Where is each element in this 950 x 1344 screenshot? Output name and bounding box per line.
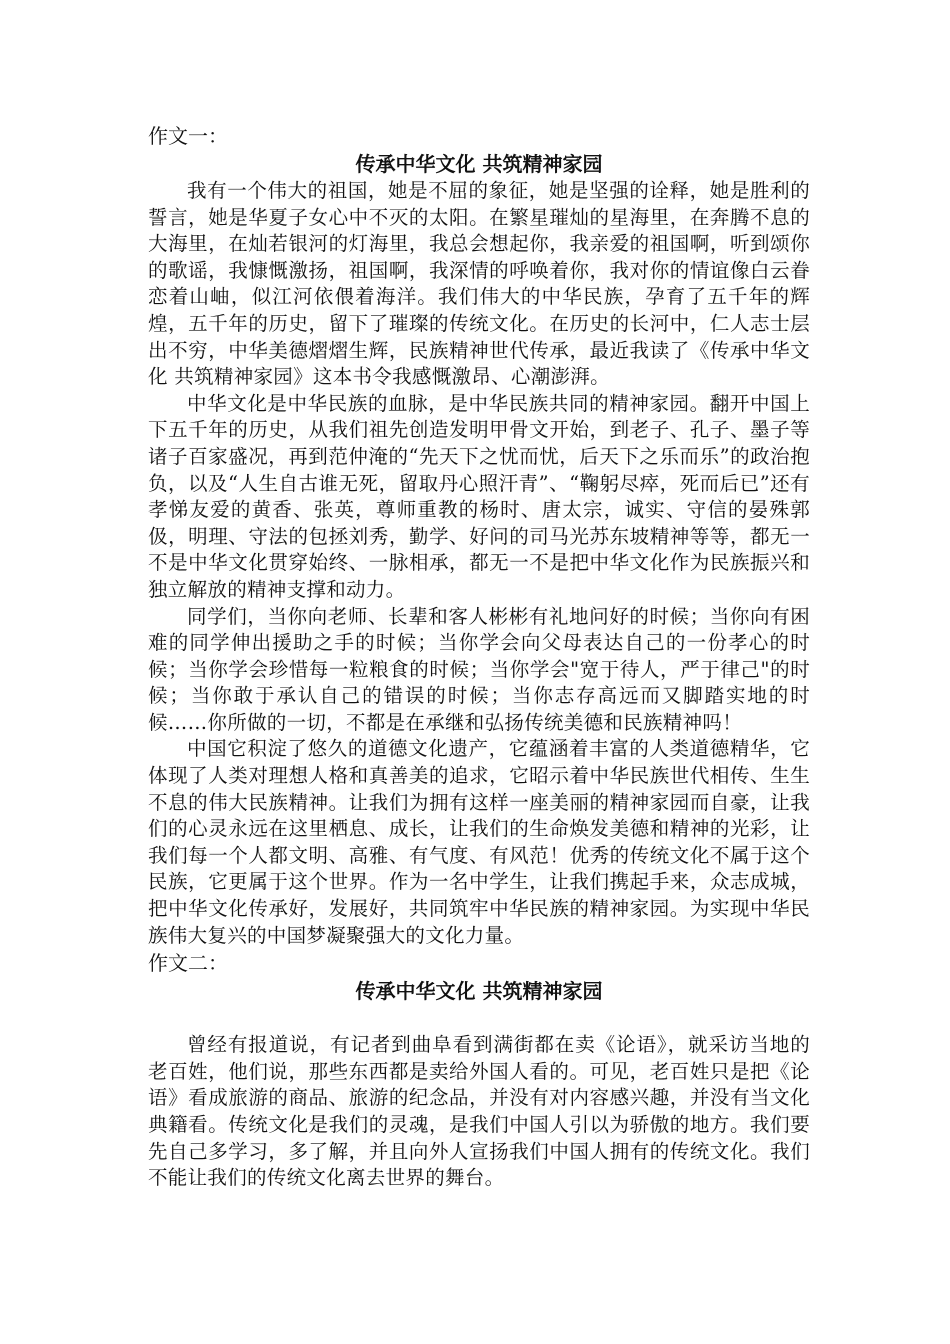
essay1-paragraph-3: 同学们，当你向老师、长辈和客人彬彬有礼地问好的时候；当你向有困难的同学伸出援助之手的时候；当你学会向父母表达自己的一份孝心的时候；当你学会珍惜每一粒粮食的时候；当你学会"宽于待人，严于律己"的时候；当你敢于承认自己的错误的时候；当你志存高远而又脚踏实地的时候……你所做的一切，不都是在承继和弘扬传统美德和民族精神吗！ — [148, 604, 810, 734]
essay1-title: 传承中华文化 共筑精神家园 — [355, 152, 603, 176]
essay1-paragraph-1: 我有一个伟大的祖国，她是不屈的象征，她是坚强的诠释，她是胜利的誓言，她是华夏子女心中不灭的太阳。在繁星璀灿的星海里，在奔腾不息的大海里，在灿若银河的灯海里，我总会想起你，我亲爱的祖国啊，听到颂你的歌谣，我慷慨激扬，祖国啊，我深情的呼唤着你，我对你的情谊像白云眷恋着山岫，似江河依偎着海洋。我们伟大的中华民族，孕育了五千年的辉煌，五千年的历史，留下了璀璨的传统文化。在历史的长河中，仁人志士层出不穷，中华美德熠熠生辉，民族精神世代传承，最近我读了《传承中华文化 共筑精神家园》这本书令我感慨激昂、心潮澎湃。 — [148, 179, 810, 389]
essay1-paragraph-2: 中华文化是中华民族的血脉，是中华民族共同的精神家园。翻开中国上下五千年的历史，从我们祖先创造发明甲骨文开始，到老子、孔子、墨子等诸子百家盛况，再到范仲淹的“先天下之忧而忧，后天下之乐而乐”的政治抱负，以及“人生自古谁无死，留取丹心照汗青”、“鞠躬尽瘁，死而后已”还有孝悌友爱的黄香、张英，尊师重教的杨时、唐太宗，诚实、守信的晏殊郭伋，明理、守法的包拯刘秀，勤学、好问的司马光苏东坡精神等等，都无一不是中华文化贯穿始终、一脉相承，都无一不是把中华文化作为民族振兴和独立解放的精神支撑和动力。 — [148, 391, 810, 601]
essay2-title: 传承中华文化 共筑精神家园 — [355, 979, 603, 1004]
essay1-paragraph-4: 中国它积淀了悠久的道德文化遗产，它蕴涵着丰富的人类道德精华，它体现了人类对理想人格和真善美的追求，它昭示着中华民族世代相传、生生不息的伟大民族精神。让我们为拥有这样一座美丽的精神家园而自豪，让我们的心灵永远在这里栖息、成长，让我们的生命焕发美德和精神的光彩，让我们每一个人都文明、高雅、有气度、有风范！优秀的传统文化不属于这个民族，它更属于这个世界。作为一名中学生，让我们携起手来，众志成城，把中华文化传承好，发展好，共同筑牢中华民族的精神家园。为实现中华民族伟大复兴的中国梦凝聚强大的文化力量。 — [148, 737, 810, 947]
essay2-paragraph-1: 曾经有报道说，有记者到曲阜看到满街都在卖《论语》，就采访当地的老百姓，他们说，那些东西都是卖给外国人看的。可见，老百姓只是把《论语》看成旅游的商品、旅游的纪念品，并没有对内容感兴趣，并没有当文化典籍看。传统文化是我们的灵魂，是我们中国人引以为骄傲的地方。我们要先自己多学习，多了解，并且向外人宣扬我们中国人拥有的传统文化。我们不能让我们的传统文化离去世界的舞台。 — [148, 1033, 810, 1190]
essay2-label: 作文二： — [148, 951, 228, 976]
essay1-label: 作文一： — [148, 124, 228, 148]
title-spacer — [148, 1005, 810, 1032]
document-page — [148, 122, 810, 1192]
